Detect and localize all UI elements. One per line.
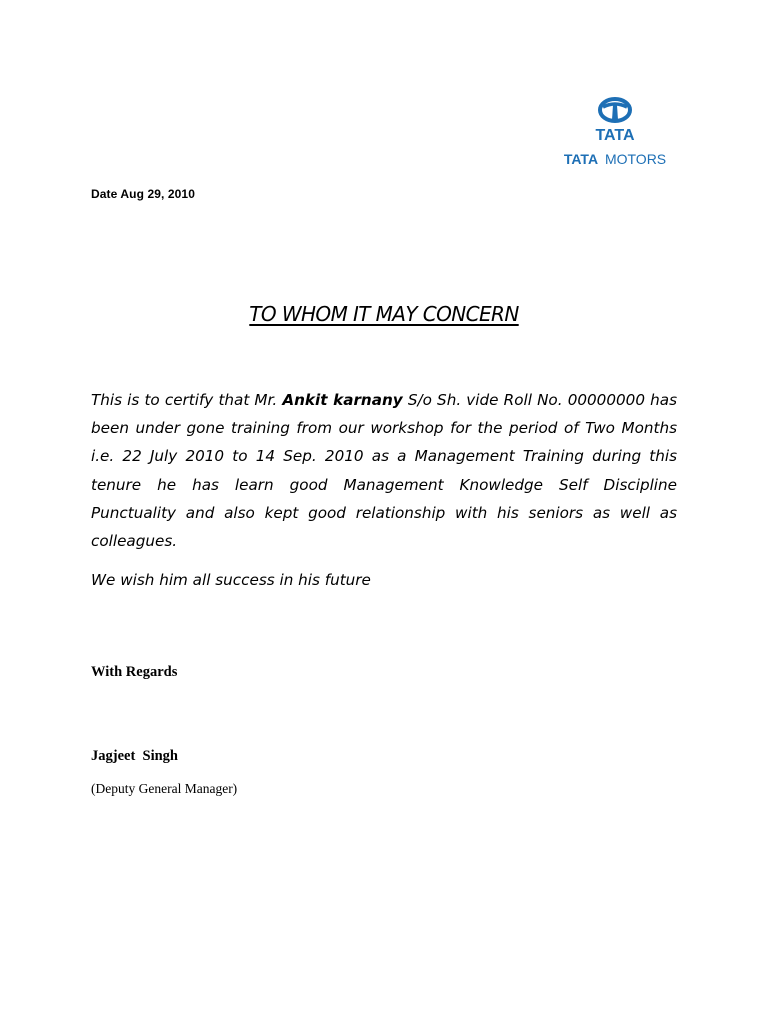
body-prefix: This is to certify that Mr. <box>91 391 283 409</box>
trainee-name: Ankit karnany <box>282 391 403 409</box>
letter-title: TO WHOM IT MAY CONCERN <box>249 302 519 326</box>
logo-brand-top: TATA <box>595 127 635 144</box>
closing-regards: With Regards <box>91 664 178 680</box>
svg-text:TATA MOTORS <box>564 151 666 167</box>
body-rest: S/o Sh. vide Roll No. 00000000 has been under gone training from our workshop for the period of Two Months i.e. 22 July 2010 to 14 Sep. 2010 as a Management Training during this tenure he has learn good Management Knowledge Self Discipline Punctuality and also kept good relationship with his seniors as well as colleagues. <box>91 391 677 551</box>
letter-body <box>91 386 677 555</box>
logo-brand-bottom-regular: MOTORS <box>604 151 667 167</box>
signatory-title: (Deputy General Manager) <box>91 781 238 796</box>
letter-date: Date Aug 29, 2010 <box>91 187 195 201</box>
tata-motors-logo <box>553 96 677 168</box>
tata-emblem-icon <box>600 99 630 122</box>
signatory-name: Jagjeet Singh <box>91 748 178 764</box>
logo-brand-bottom-bold: TATA <box>563 151 599 167</box>
closing-wish: We wish him all success in his future <box>91 571 371 589</box>
